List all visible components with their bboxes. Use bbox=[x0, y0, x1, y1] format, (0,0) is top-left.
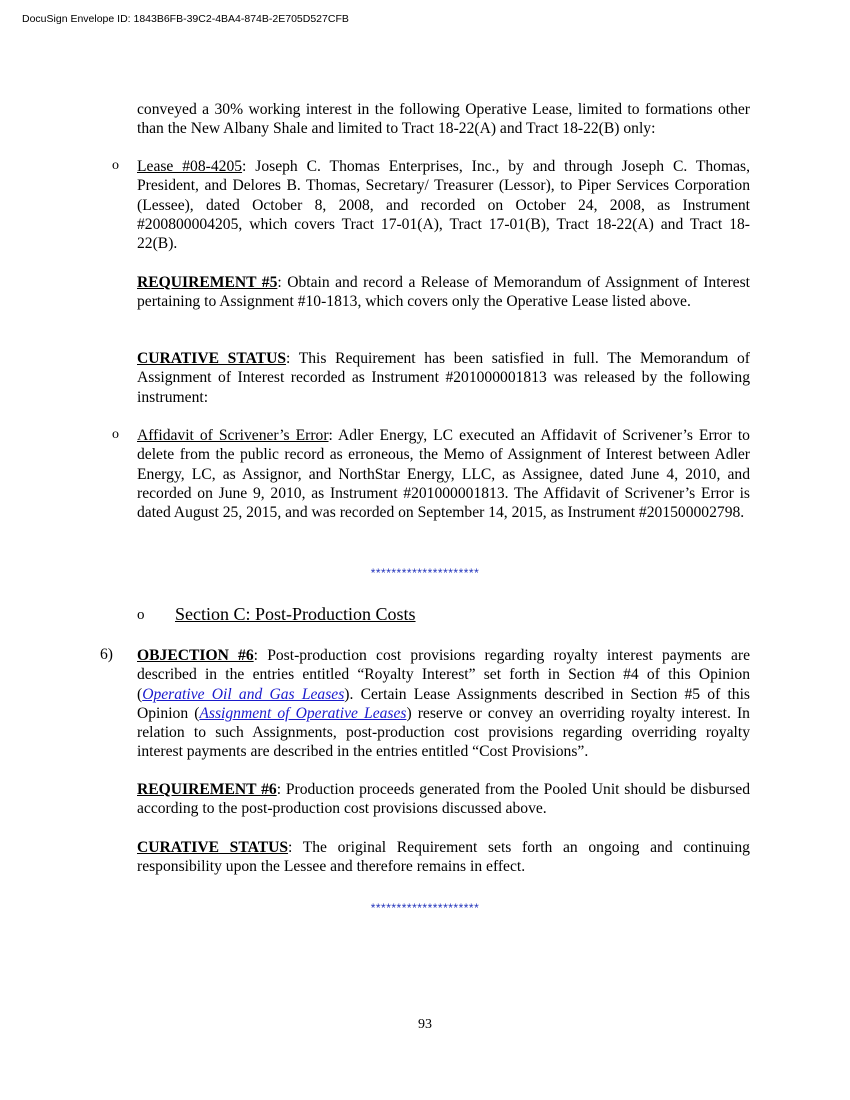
requirement-5-label: REQUIREMENT #5 bbox=[137, 274, 278, 291]
link-assignment-leases[interactable]: Assignment of Operative Leases bbox=[199, 704, 407, 722]
bullet: o bbox=[137, 607, 145, 623]
objection-text: ). Certain Lease Assignments described in Section #5 of this Opinion ( bbox=[137, 685, 750, 722]
intro-paragraph: conveyed a 30% working interest in the following Operative Lease, limited to formations other than the New Albany Shale and limited to Tract 18-22(A) and Tract 18-22(B) only: bbox=[137, 101, 750, 138]
link-operative-leases[interactable]: Operative Oil and Gas Leases bbox=[142, 685, 345, 703]
requirement-6-label: REQUIREMENT #6 bbox=[137, 781, 277, 798]
lease-label: Lease #08-4205 bbox=[137, 158, 243, 175]
curative-6-label: CURATIVE STATUS bbox=[137, 839, 289, 856]
lease-paragraph bbox=[137, 157, 750, 253]
page-number: 93 bbox=[418, 1017, 432, 1032]
objection-6-label: OBJECTION #6 bbox=[137, 647, 254, 664]
curative-5-text: : This Requirement has been satisfied in full. The Memorandum of Assignment of Interest recorded as Instrument #201000001813 was released by the following instrument: bbox=[137, 350, 750, 406]
affidavit-paragraph bbox=[137, 426, 750, 522]
section-c-heading: Section C: Post-Production Costs bbox=[175, 604, 416, 624]
item-number: 6) bbox=[100, 646, 113, 663]
requirement-6-text: : Production proceeds generated from the Pooled Unit should be disbursed according to the post-production cost provisions discussed above. bbox=[137, 781, 750, 818]
curative-status-6 bbox=[137, 838, 750, 877]
objection-6 bbox=[137, 646, 750, 762]
separator-stars: ********************* bbox=[370, 566, 480, 580]
requirement-6 bbox=[137, 780, 750, 819]
separator-stars: ********************* bbox=[370, 901, 480, 915]
curative-6-text: : The original Requirement sets forth an ongoing and continuing responsibility upon the Lessee and therefore remains in effect. bbox=[137, 839, 750, 876]
requirement-5-text: : Obtain and record a Release of Memorandum of Assignment of Interest pertaining to Assignment #10-1813, which covers only the Operative Lease listed above. bbox=[137, 274, 750, 311]
requirement-5 bbox=[137, 273, 750, 312]
objection-text: : Post-production cost provisions regarding royalty interest payments are described in the entries entitled “Royalty Interest” set forth in Section #4 of this Opinion ( bbox=[137, 647, 750, 703]
affidavit-text: : Adler Energy, LC executed an Affidavit of Scrivener’s Error to delete from the public record as erroneous, the Memo of Assignment of Interest between Adler Energy, LC, as Assignor, and NorthStar Energy, LLC, as Assignee, dated June 4, 2010, and recorded on June 9, 2010, as Instrument #201000001813. The Affidavit of Scrivener’s Error is dated August 25, 2015, and was recorded on September 14, 2015, as Instrument #201500002798. bbox=[137, 427, 750, 522]
curative-status-5 bbox=[137, 349, 750, 407]
lease-text: : Joseph C. Thomas Enterprises, Inc., by and through Joseph C. Thomas, President, and Delores B. Thomas, Secretary/ Treasurer (Lessor), to Piper Services Corporation (Lessee), dated October 8, 2008, and recorded on October 24, 2008, as Instrument #200800004205, which covers Tract 17-01(A), Tract 17-01(B), Tract 18-22(A) and Tract 18-22(B). bbox=[137, 158, 751, 253]
bullet: o bbox=[112, 427, 119, 442]
curative-5-label: CURATIVE STATUS bbox=[137, 350, 287, 367]
envelope-id: DocuSign Envelope ID: 1843B6FB-39C2-4BA4-874B-2E705D527CFB bbox=[22, 13, 349, 25]
affidavit-label: Affidavit of Scrivener’s Error bbox=[137, 427, 329, 444]
objection-text: ) reserve or convey an overriding royalty interest. In relation to such Assignments, post-production cost provisions regarding overriding royalty interest payments are described in the entries entitled “Cost Provisions”. bbox=[137, 704, 750, 761]
bullet: o bbox=[112, 158, 119, 173]
